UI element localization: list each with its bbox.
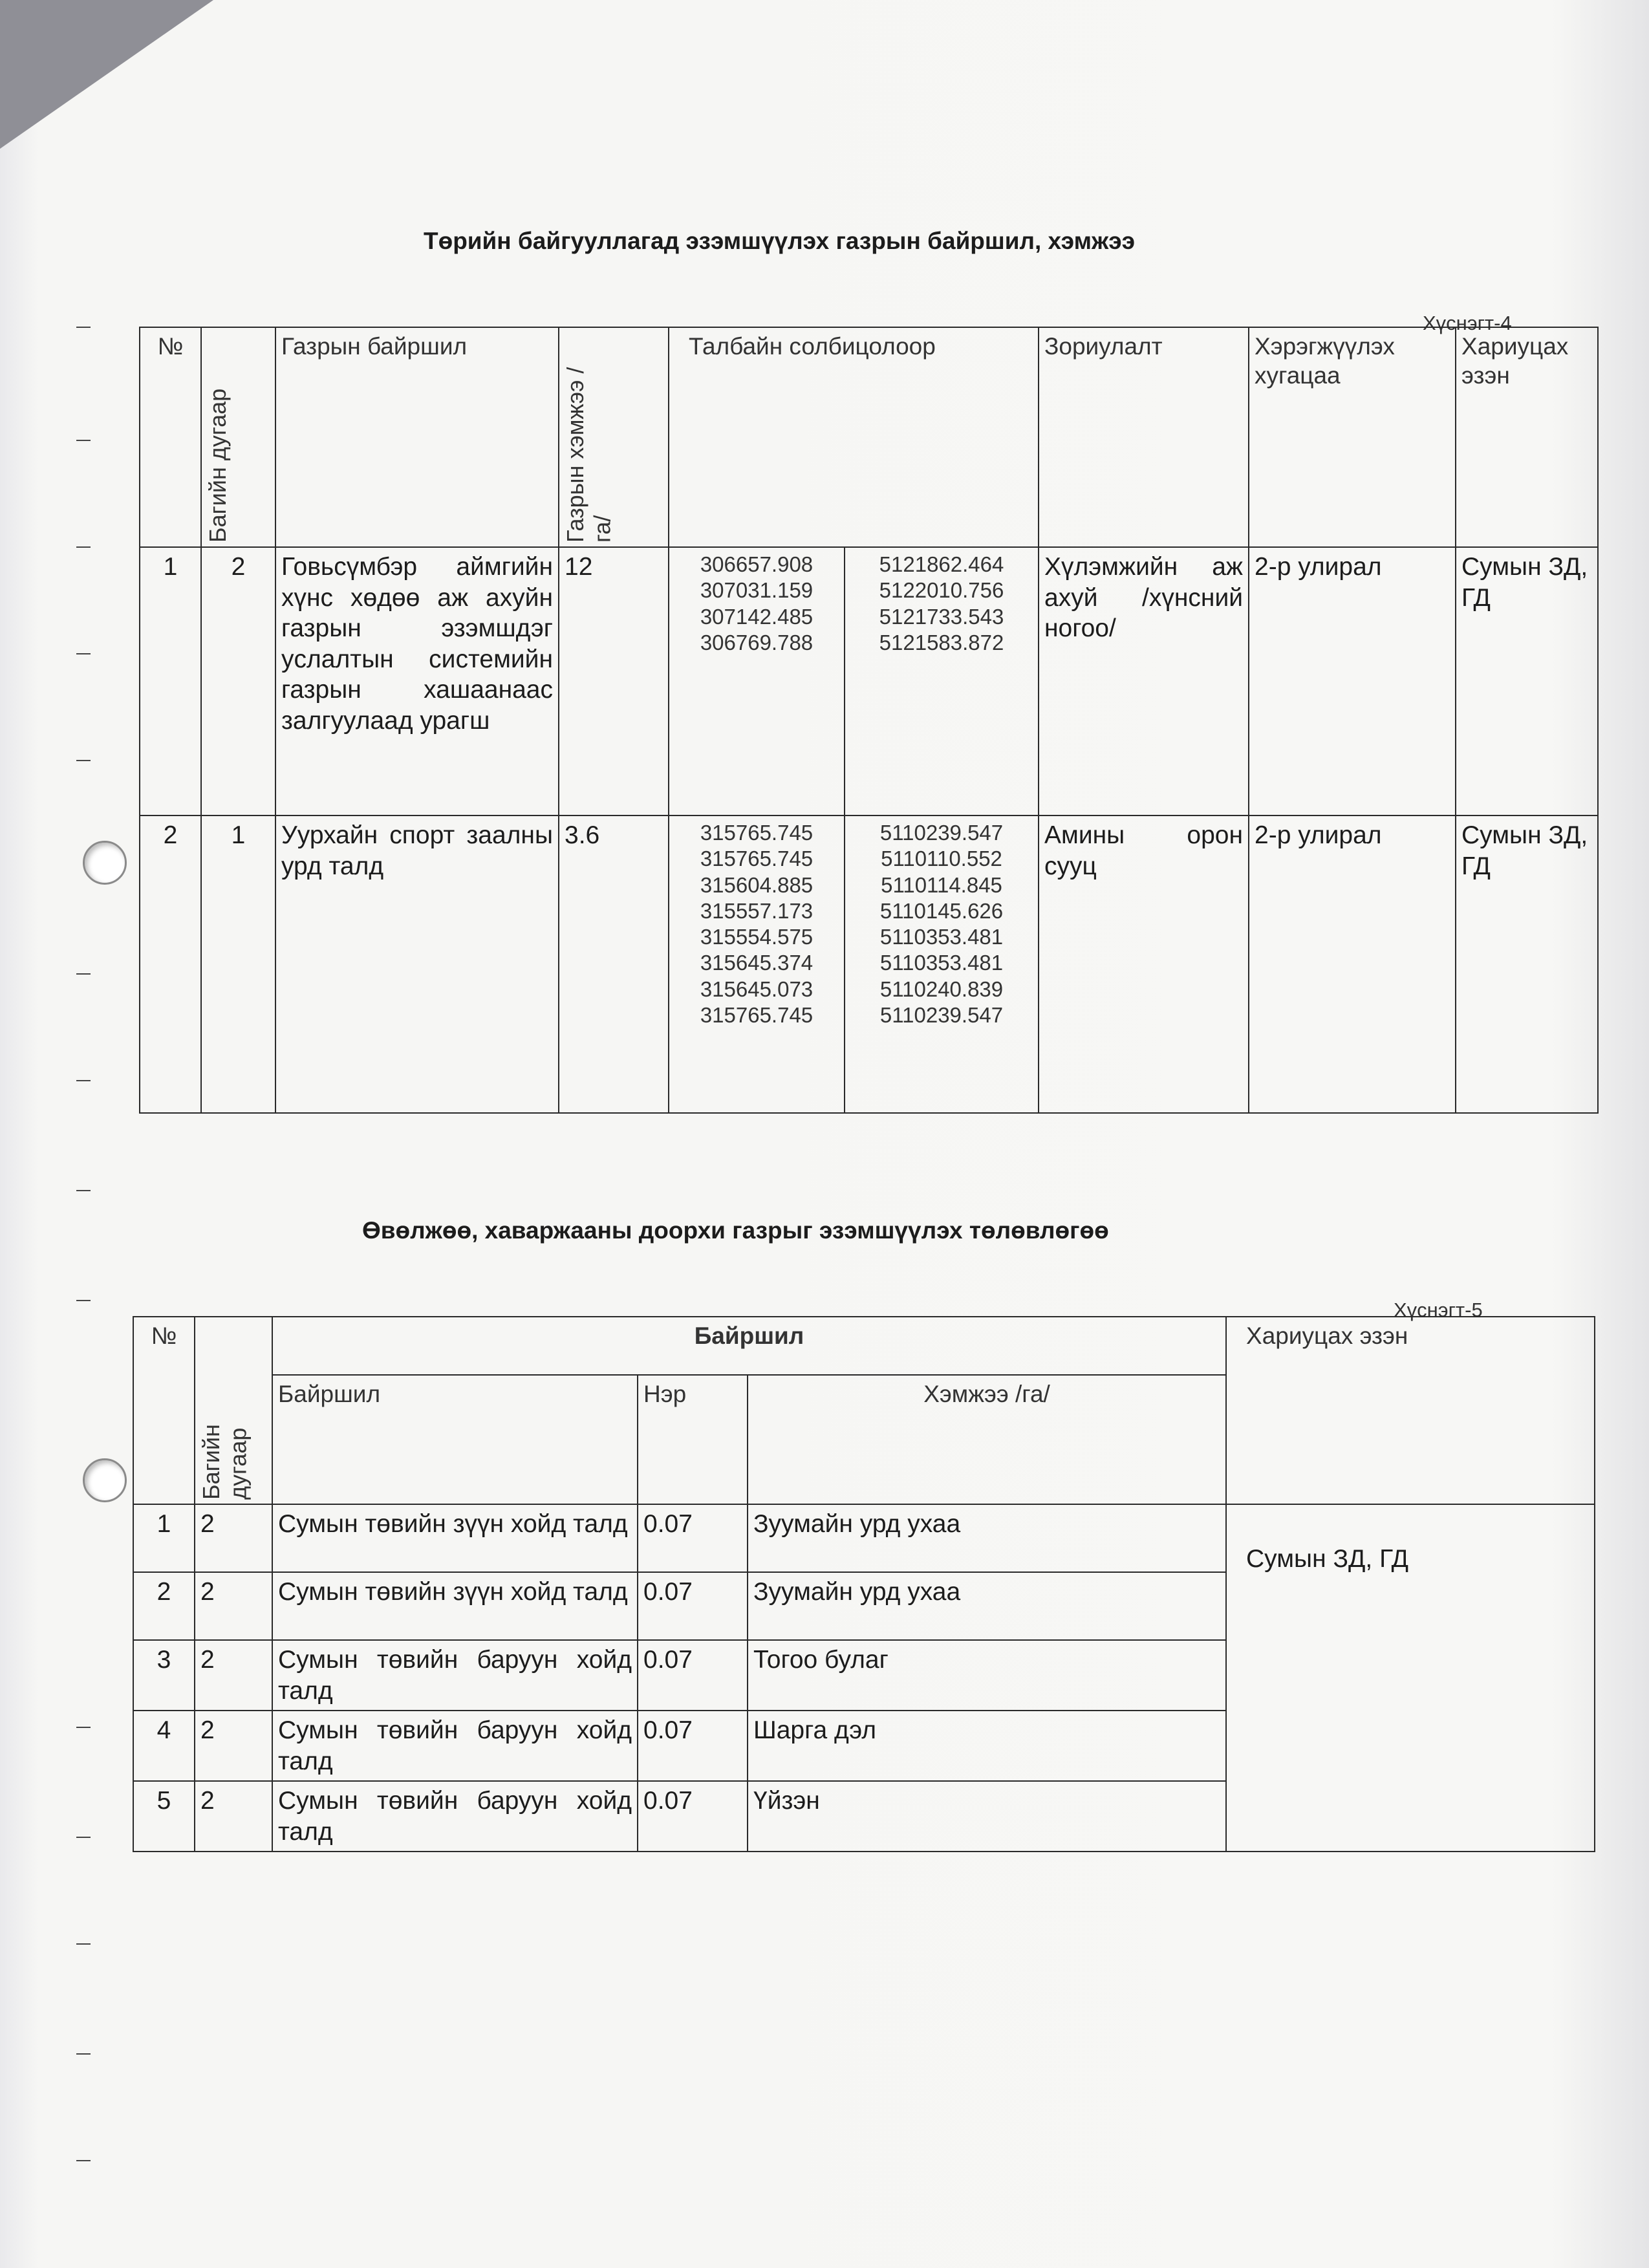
table1-annex-label: Хүснэгт-4 xyxy=(1423,312,1512,334)
row-bag: 1 xyxy=(201,815,275,1113)
row-no: 3 xyxy=(133,1640,195,1711)
row-coords-x: 306657.908 307031.159 307142.485 306769.788 xyxy=(669,547,845,815)
row-coords-y: 5121862.464 5122010.756 5121733.543 5121583.872 xyxy=(845,547,1039,815)
table1-title: Төрийн байгууллагад эзэмшүүлэх газрын байршил, хэмжээ xyxy=(424,228,1136,254)
col-group-header: Байршил xyxy=(272,1317,1226,1375)
row-purpose: Амины орон сууц xyxy=(1039,815,1249,1113)
table-row xyxy=(140,547,1598,815)
col-bag-header: Багийн дугаар xyxy=(201,327,275,547)
table2-annex-label: Хүснэгт-5 xyxy=(1394,1299,1483,1321)
col-location-header: Байршил xyxy=(272,1375,638,1504)
row-location: Сумын төвийн баруун хойд талд xyxy=(272,1640,638,1711)
row-area: 3.6 xyxy=(559,815,669,1113)
row-no: 2 xyxy=(133,1572,195,1640)
col-no-header: № xyxy=(133,1317,195,1504)
row-term: 2-р улирал xyxy=(1249,815,1456,1113)
table2 xyxy=(133,1316,1595,1852)
row-area: 0.07 xyxy=(638,1504,748,1572)
col-purpose-header: Зориулалт xyxy=(1039,327,1249,547)
table-row xyxy=(140,815,1598,1113)
col-area-header: Газрын хэмжээ /га/ xyxy=(559,327,669,547)
col-area-header: Хэмжээ /га/ xyxy=(748,1375,1226,1504)
row-bag: 2 xyxy=(195,1781,272,1852)
row-area: 0.07 xyxy=(638,1640,748,1711)
row-name: Үйзэн xyxy=(748,1781,1226,1852)
folded-corner xyxy=(0,0,213,149)
row-bag: 2 xyxy=(195,1640,272,1711)
row-area: 0.07 xyxy=(638,1572,748,1640)
row-area: 12 xyxy=(559,547,669,815)
punch-hole xyxy=(83,841,127,885)
col-responsible-header: Хариуцах эзэн xyxy=(1226,1317,1595,1504)
margin-tick xyxy=(76,653,91,654)
row-name: Тогоо булаг xyxy=(748,1640,1226,1711)
col-coords-header: Талбайн солбицолоор xyxy=(669,327,1039,547)
row-no: 2 xyxy=(140,815,201,1113)
margin-tick xyxy=(76,760,91,761)
row-responsible: Сумын ЗД, ГД xyxy=(1456,815,1598,1113)
margin-tick xyxy=(76,440,91,441)
row-name: Зуумайн урд ухаа xyxy=(748,1504,1226,1572)
margin-tick xyxy=(76,1080,91,1081)
row-location: Сумын төвийн зүүн хойд талд xyxy=(272,1572,638,1640)
margin-tick xyxy=(76,1727,91,1728)
table1-header-row xyxy=(140,327,1598,547)
row-responsible: Сумын ЗД, ГД xyxy=(1456,547,1598,815)
row-bag: 2 xyxy=(195,1572,272,1640)
row-purpose: Хүлэмжийн аж ахуй /хүнсний ногоо/ xyxy=(1039,547,1249,815)
table2-title: Өвөлжөө, хаваржааны доорхи газрыг эзэмшүүлэх төлөвлөгөө xyxy=(362,1217,1109,1244)
row-responsible: Сумын ЗД, ГД xyxy=(1226,1504,1595,1852)
margin-tick xyxy=(76,973,91,975)
row-bag: 2 xyxy=(195,1504,272,1572)
row-coords-y: 5110239.547 5110110.552 5110114.845 5110145.626 5110353.481 5110353.481 5110240.839 5110239.547 xyxy=(845,815,1039,1113)
row-location: Говьсүмбэр аймгийн хүнс хөдөө аж ахуйн газрын эзэмшдэг уcлалтын системийн газрын хашаанаас залгуулаад урагш xyxy=(275,547,559,815)
margin-tick xyxy=(76,546,91,548)
row-location: Уурхайн спорт заалны урд талд xyxy=(275,815,559,1113)
table-row xyxy=(133,1504,1595,1572)
row-area: 0.07 xyxy=(638,1711,748,1781)
row-location: Сумын төвийн зүүн хойд талд xyxy=(272,1504,638,1572)
col-no-header: № xyxy=(140,327,201,547)
margin-tick xyxy=(76,1190,91,1191)
table2-header-row xyxy=(133,1317,1595,1375)
table1 xyxy=(139,327,1599,1114)
col-bag-header: Багийн дугаар xyxy=(195,1317,272,1504)
row-location: Сумын төвийн баруун хойд талд xyxy=(272,1781,638,1852)
row-bag: 2 xyxy=(201,547,275,815)
col-name-header: Нэр xyxy=(638,1375,748,1504)
row-no: 1 xyxy=(140,547,201,815)
margin-tick xyxy=(76,327,91,328)
margin-tick xyxy=(76,1943,91,1945)
row-no: 1 xyxy=(133,1504,195,1572)
punch-hole xyxy=(83,1458,127,1502)
margin-tick xyxy=(76,2053,91,2055)
col-responsible-header: Хариуцах эзэн xyxy=(1456,327,1598,547)
row-coords-x: 315765.745 315765.745 315604.885 315557.173 315554.575 315645.374 315645.073 315765.745 xyxy=(669,815,845,1113)
row-bag: 2 xyxy=(195,1711,272,1781)
row-term: 2-р улирал xyxy=(1249,547,1456,815)
margin-tick xyxy=(76,2160,91,2161)
row-location: Сумын төвийн баруун хойд талд xyxy=(272,1711,638,1781)
row-name: Шарга дэл xyxy=(748,1711,1226,1781)
col-location-header: Газрын байршил xyxy=(275,327,559,547)
margin-tick xyxy=(76,1837,91,1838)
row-name: Зуумайн урд ухаа xyxy=(748,1572,1226,1640)
row-no: 5 xyxy=(133,1781,195,1852)
row-no: 4 xyxy=(133,1711,195,1781)
col-term-header: Хэрэгжүүлэх хугацаа xyxy=(1249,327,1456,547)
row-area: 0.07 xyxy=(638,1781,748,1852)
margin-tick xyxy=(76,1300,91,1301)
